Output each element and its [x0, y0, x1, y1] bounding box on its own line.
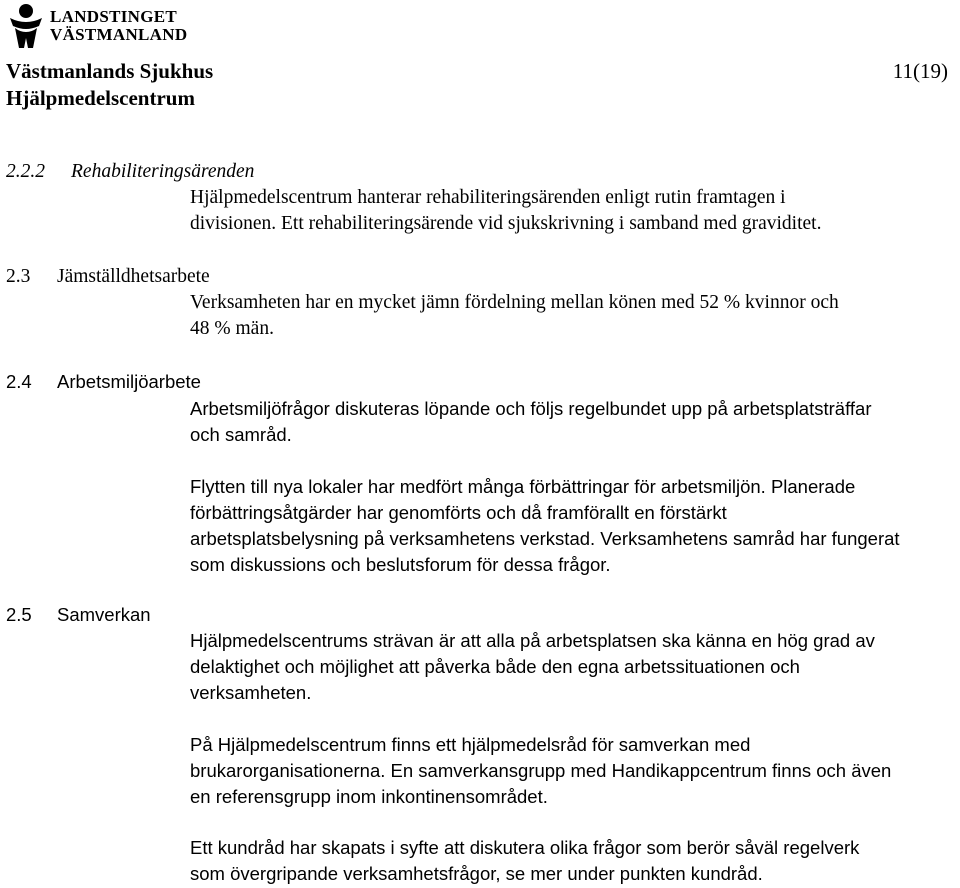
- body-line: en referensgrupp inom inkontinensområdet.: [190, 786, 548, 807]
- section-2-5-paragraph-1: [190, 628, 875, 706]
- section-2-5-paragraph-3: [190, 835, 859, 887]
- body-line: brukarorganisationerna. En samverkansgrupp med Handikappcentrum finns och även: [190, 760, 892, 781]
- section-2-2-2-number: 2.2.2: [6, 161, 45, 182]
- section-2-5-title: Samverkan: [57, 604, 151, 625]
- section-2-3-body: [190, 290, 839, 342]
- body-line: Verksamheten har en mycket jämn fördelning mellan könen med 52 % kvinnor och: [190, 292, 839, 313]
- body-line: På Hjälpmedelscentrum finns ett hjälpmedelsråd för samverkan med: [190, 734, 751, 755]
- section-2-3-title: Jämställdhetsarbete: [57, 266, 210, 287]
- body-line: divisionen. Ett rehabiliteringsärende vid sjukskrivning i samband med graviditet.: [190, 213, 822, 234]
- header-dept: Hjälpmedelscentrum: [6, 86, 195, 110]
- landstinget-logo-icon: [6, 2, 46, 50]
- landstinget-logo: [6, 2, 188, 50]
- section-2-5-paragraph-2: [190, 732, 891, 810]
- logo-line-1: LANDSTINGET: [50, 7, 178, 26]
- body-line: Ett kundråd har skapats i syfte att diskutera olika frågor som berör såväl regelverk: [190, 837, 860, 858]
- page-number: 11(19): [892, 59, 948, 83]
- body-line: Flytten till nya lokaler har medfört många förbättringar för arbetsmiljön. Planerade: [190, 476, 856, 497]
- body-line: som övergripande verksamhetsfrågor, se mer under punkten kundråd.: [190, 863, 763, 884]
- logo-line-2: VÄSTMANLAND: [50, 25, 188, 44]
- body-line: Hjälpmedelscentrum hanterar rehabiliteringsärenden enligt rutin framtagen i: [190, 187, 786, 208]
- section-2-2-2-title: Rehabiliteringsärenden: [71, 161, 255, 182]
- body-line: och samråd.: [190, 424, 292, 445]
- section-2-4-number: 2.4: [6, 371, 32, 392]
- section-2-5-number: 2.5: [6, 604, 32, 625]
- header-org: Västmanlands Sjukhus: [6, 59, 214, 83]
- body-line: Arbetsmiljöfrågor diskuteras löpande och följs regelbundet upp på arbetsplatsträffar: [190, 398, 872, 419]
- section-2-3-number: 2.3: [6, 266, 31, 287]
- body-line: förbättringsåtgärder har genomförts och då framförallt en förstärkt: [190, 502, 727, 523]
- body-line: delaktighet och möjlighet att påverka både den egna arbetssituationen och: [190, 656, 800, 677]
- section-2-4-title: Arbetsmiljöarbete: [57, 371, 201, 392]
- section-2-4-paragraph-2: [190, 474, 900, 578]
- body-line: som diskussions och beslutsforum för dessa frågor.: [190, 554, 611, 575]
- body-line: Hjälpmedelscentrums strävan är att alla på arbetsplatsen ska känna en hög grad av: [190, 630, 875, 651]
- section-2-2-2-body: [190, 185, 821, 237]
- section-2-4-paragraph-1: [190, 396, 871, 448]
- body-line: 48 % män.: [190, 318, 274, 339]
- body-line: verksamheten.: [190, 682, 312, 703]
- body-line: arbetsplatsbelysning på verksamhetens verkstad. Verksamhetens samråd har fungerat: [190, 528, 900, 549]
